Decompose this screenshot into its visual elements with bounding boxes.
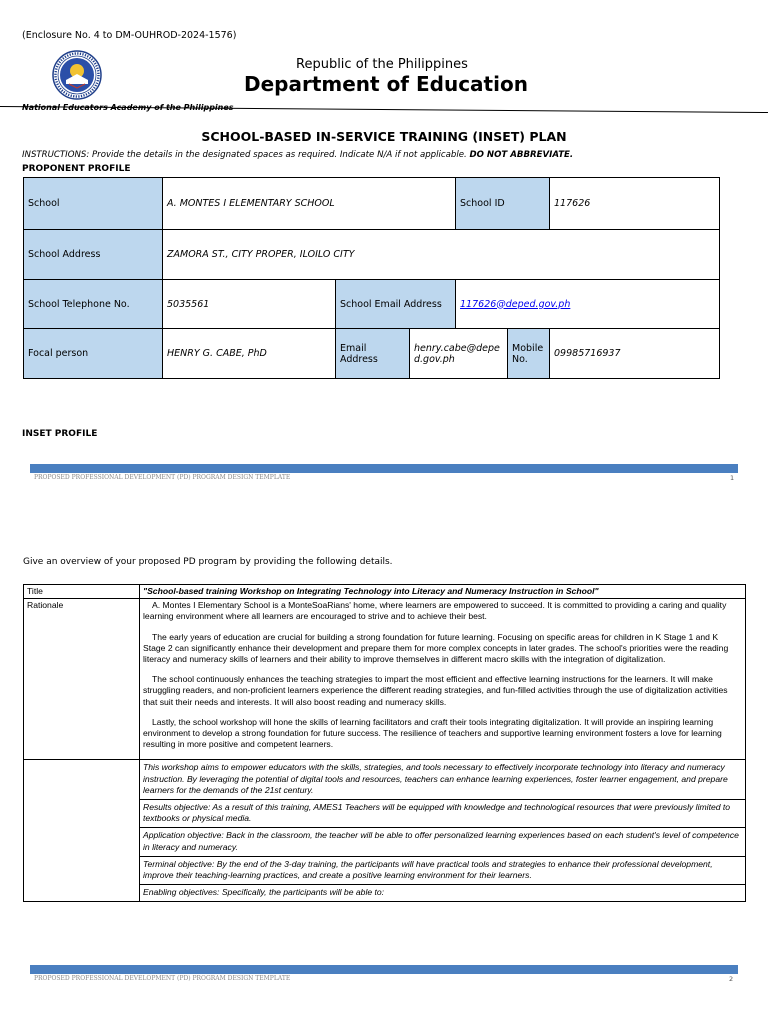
rationale-paragraph: The early years of education are crucial for building a strong foundation for future learning. Focusing on specific areas for children in K Stage 1 and K Stage 2 can significantly enhance their development and prepare them for more complex concepts in later grades. The school's priorities were the reading literacy and numeracy skills of learners and their ability to improve themselves in different macro skills with the integration of digitalization. bbox=[143, 631, 729, 665]
page-number-1: 1 bbox=[730, 474, 735, 482]
rationale-paragraph: The school continuously enhances the teaching strategies to impart the most efficient and effective learning instructions for the learners. It will make struggling readers, and non-proficient learners experience the different reading strategies, and fun-filled activities through the use of digitalization activities that suit their needs and interests. It will also boost reading and numeracy skills. bbox=[143, 674, 728, 707]
terminal-objective: Terminal objective: By the end of the 3-day training, the participants will have practical tools and strategies to enhance their professional development, improve their teaching-learning practices, and create a positive learning environment for their learners. bbox=[140, 857, 745, 885]
instructions-emphasis: DO NOT ABBREVIATE. bbox=[469, 150, 574, 160]
rationale-cell bbox=[140, 599, 746, 760]
school-label: School bbox=[24, 178, 163, 230]
school-value: A. MONTES I ELEMENTARY SCHOOL bbox=[163, 178, 456, 230]
address-label: School Address bbox=[24, 230, 163, 280]
school-id-value: 117626 bbox=[550, 178, 720, 230]
overview-intro: Give an overview of your proposed PD program by providing the following details. bbox=[23, 557, 393, 567]
footer-template-page2: PROPOSED PROFESSIONAL DEVELOPMENT (PD) PROGRAM DESIGN TEMPLATE bbox=[34, 975, 291, 982]
instructions-text bbox=[22, 150, 573, 160]
footer-bar-page2 bbox=[30, 965, 738, 974]
proponent-table bbox=[23, 177, 720, 379]
footer-template-page1: PROPOSED PROFESSIONAL DEVELOPMENT (PD) PROGRAM DESIGN TEMPLATE bbox=[34, 474, 291, 481]
rationale-label: Rationale bbox=[24, 599, 140, 760]
proponent-heading: PROPONENT PROFILE bbox=[22, 164, 131, 174]
footer-bar-page1 bbox=[30, 464, 738, 473]
telephone-label: School Telephone No. bbox=[24, 280, 163, 329]
department-heading: Department of Education bbox=[244, 72, 528, 96]
focal-value: HENRY G. CABE, PhD bbox=[163, 329, 336, 379]
title-value: "School-based training Workshop on Integrating Technology into Literacy and Numeracy Instruction in School" bbox=[140, 585, 746, 599]
rationale-paragraph: Lastly, the school workshop will hone the skills of learning facilitators and craft their tools integrating digitalization. It will provide an inspiring learning environment to develop a strong foundation for future success. The resilience of teachers and supportive learning environment fosters a love for learning resulting in more positive and competent learners. bbox=[143, 716, 722, 750]
school-email-link[interactable]: 117626@deped.gov.ph bbox=[460, 298, 571, 310]
page-number-2: 2 bbox=[729, 975, 734, 983]
deped-seal-icon bbox=[52, 50, 102, 100]
application-objective: Application objective: Back in the classroom, the teacher will be able to offer personalized learning experiences based on each student's level of competence in literacy and numeracy. bbox=[140, 828, 745, 856]
objectives-overview: This workshop aims to empower educators with the skills, strategies, and tools necessary to effectively incorporate technology into literacy and numeracy instruction. By leveraging the potential of digital tools and resources, teachers can enhance learning experiences, foster learner engagement, and prepare learners for the demands of the 21st century. bbox=[140, 760, 745, 800]
republic-heading: Republic of the Philippines bbox=[296, 57, 468, 72]
objectives-label bbox=[24, 760, 140, 902]
academy-name: National Educators Academy of the Philippines bbox=[22, 103, 234, 112]
focal-label: Focal person bbox=[24, 329, 163, 379]
school-id-label: School ID bbox=[456, 178, 550, 230]
mobile-value: 09985716937 bbox=[550, 329, 720, 379]
objectives-cell bbox=[140, 760, 746, 902]
telephone-value: 5035561 bbox=[163, 280, 336, 329]
address-value: ZAMORA ST., CITY PROPER, ILOILO CITY bbox=[163, 230, 720, 280]
enabling-objectives: Enabling objectives: Specifically, the participants will be able to: bbox=[143, 887, 385, 898]
mobile-label: Mobile No. bbox=[508, 329, 550, 379]
focal-email-label: Email Address bbox=[336, 329, 410, 379]
results-objective: Results objective: As a result of this training, AMES1 Teachers will be equipped with knowledge and technological resources that were previously limited to textbooks or physical media. bbox=[140, 800, 745, 828]
title-label: Title bbox=[24, 585, 140, 599]
school-email-label: School Email Address bbox=[336, 280, 456, 329]
instructions-body: INSTRUCTIONS: Provide the details in the designated spaces as required. Indicate N/A if not applicable. bbox=[22, 150, 467, 160]
enclosure-note: (Enclosure No. 4 to DM-OUHROD-2024-1576) bbox=[22, 30, 237, 41]
inset-heading: INSET PROFILE bbox=[22, 429, 98, 439]
overview-table bbox=[23, 584, 746, 902]
rationale-paragraph: A. Montes I Elementary School is a MonteSoaRians' home, where learners are empowered to succeed. It is committed to providing a caring and quality learning environment where all learners are encouraged to strive and to achieve their best. bbox=[143, 600, 727, 622]
focal-email-value: henry.cabe@deped.gov.ph bbox=[410, 329, 508, 379]
plan-title: SCHOOL-BASED IN-SERVICE TRAINING (INSET) PLAN bbox=[201, 129, 567, 144]
